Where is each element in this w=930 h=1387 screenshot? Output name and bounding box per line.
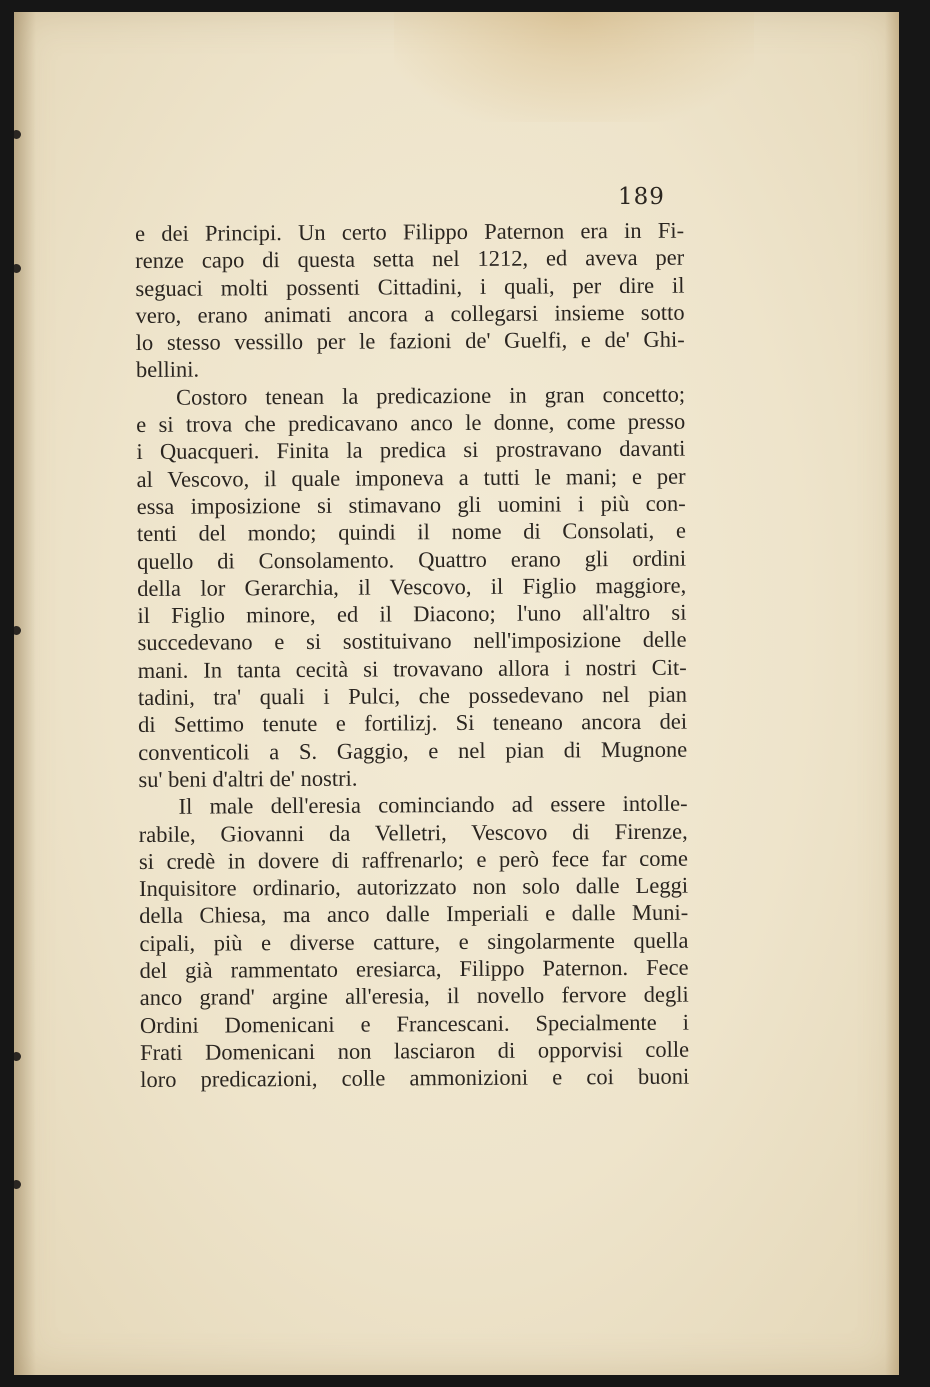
text-line: si credè in dovere di raffrenarlo; e però fece far come bbox=[138, 845, 688, 874]
text-line: della lor Gerarchia, il Vescovo, il Figlio maggiore, bbox=[137, 572, 687, 601]
page-number: 189 bbox=[618, 184, 665, 210]
text-line: Ordini Domenicani e Francescani. Specialmente i bbox=[139, 1009, 689, 1038]
text-line: quello di Consolamento. Quattro erano gli ordini bbox=[137, 545, 687, 574]
binding-shadow bbox=[14, 12, 36, 1375]
text-line: seguaci molti possenti Cittadini, i quali, per dire il bbox=[135, 272, 685, 301]
page-edge-shadow bbox=[885, 12, 899, 1375]
paper-stain bbox=[394, 12, 754, 122]
text-line: il Figlio minore, ed il Diacono; l'uno all'altro si bbox=[137, 599, 687, 629]
text-line: essa imposizione si stimavano gli uomini i più con- bbox=[136, 490, 686, 519]
text-line: rabile, Giovanni da Velletri, Vescovo di Firenze, bbox=[138, 818, 688, 847]
text-line: loro predicazioni, colle ammonizioni e coi buoni bbox=[140, 1063, 690, 1093]
body-text bbox=[135, 217, 689, 1094]
text-line: mani. In tanta cecità si trovavano allora i nostri Cit- bbox=[137, 654, 687, 683]
text-line: i Quacqueri. Finita la predica si prostravano davanti bbox=[136, 436, 686, 465]
text-line: cipali, più e diverse catture, e singolarmente quella bbox=[139, 927, 689, 956]
text-line: vero, erano animati ancora a collegarsi insieme sotto bbox=[135, 299, 685, 328]
text-line: Il male dell'eresia cominciando ad essere intolle- bbox=[178, 790, 688, 819]
text-line: Inquisitore ordinario, autorizzato non solo dalle Leggi bbox=[139, 872, 689, 902]
text-line: renze capo di questa setta nel 1212, ed aveva per bbox=[135, 244, 685, 274]
text-line: Costoro tenean la predicazione in gran concetto; bbox=[176, 381, 686, 410]
text-line: tadini, tra' quali i Pulci, che possedevano nel pian bbox=[137, 681, 687, 711]
text-line: conventicoli a S. Gaggio, e nel pian di Mugnone bbox=[138, 736, 688, 765]
text-line: e dei Principi. Un certo Filippo Paternon era in Fi- bbox=[135, 217, 685, 246]
text-line: anco grand' argine all'eresia, il novello fervore degli bbox=[139, 981, 689, 1011]
text-line: di Settimo tenute e fortilizj. Si teneano ancora dei bbox=[138, 708, 688, 738]
text-line: succedevano e si sostituivano nell'imposizione delle bbox=[137, 627, 687, 656]
book-page bbox=[14, 12, 899, 1375]
text-line: bellini. bbox=[135, 357, 200, 383]
text-line: su' beni d'altri de' nostri. bbox=[138, 765, 358, 792]
text-line: Frati Domenicani non lasciaron di opporvisi colle bbox=[140, 1036, 690, 1065]
text-line: della Chiesa, ma anco dalle Imperiali e dalle Muni- bbox=[139, 900, 689, 929]
text-line: al Vescovo, il quale imponeva a tutti le mani; e per bbox=[136, 463, 686, 492]
text-line: lo stesso vessillo per le fazioni de' Guelfi, e de' Ghi- bbox=[135, 326, 685, 356]
text-line: del già rammentato eresiarca, Filippo Paternon. Fece bbox=[139, 954, 689, 984]
text-line: e si trova che predicavano anco le donne, come presso bbox=[136, 408, 686, 438]
text-line: tenti del mondo; quindi il nome di Consolati, e bbox=[136, 517, 686, 547]
